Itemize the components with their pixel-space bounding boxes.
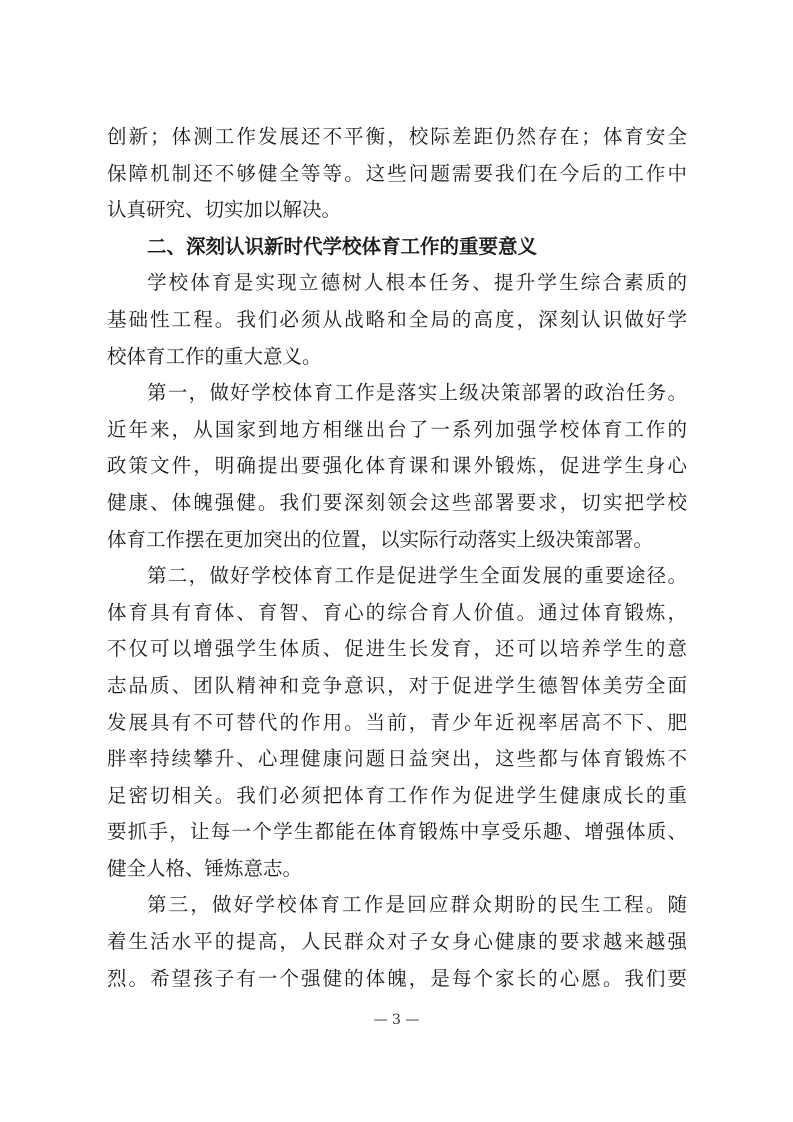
text-line: 发展具有不可替代的作用。当前，青少年近视率居高不下、肥 bbox=[107, 710, 687, 734]
text-line: 健全人格、锤炼意志。 bbox=[107, 856, 303, 880]
text-line: 校体育工作的重大意义。 bbox=[107, 344, 322, 368]
text-line: 志品质、团队精神和竞争意识，对于促进学生德智体美劳全面 bbox=[107, 673, 687, 697]
text-line: 不仅可以增强学生体质、促进生长发育，还可以培养学生的意 bbox=[107, 637, 687, 661]
page-number: — 3 — bbox=[373, 1012, 420, 1028]
document-body bbox=[107, 119, 687, 997]
text-line: 基础性工程。我们必须从战略和全局的高度，深刻认识做好学 bbox=[107, 307, 687, 331]
text-line: 近年来，从国家到地方相继出台了一系列加强学校体育工作的 bbox=[107, 417, 687, 441]
text-line: 着生活水平的提高，人民群众对子女身心健康的要求越来越强 bbox=[107, 930, 687, 954]
text-line: 第三，做好学校体育工作是回应群众期盼的民生工程。随 bbox=[147, 893, 687, 917]
text-line: 体育工作摆在更加突出的位置，以实际行动落实上级决策部署。 bbox=[107, 527, 654, 551]
text-line: 胖率持续攀升、心理健康问题日益突出，这些都与体育锻炼不 bbox=[107, 747, 687, 771]
text-line: 要抓手，让每一个学生都能在体育锻炼中享受乐趣、增强体质、 bbox=[107, 820, 687, 844]
text-line: 政策文件，明确提出要强化体育课和课外锻炼，促进学生身心 bbox=[107, 454, 687, 478]
text-line: 健康、体魄强健。我们要深刻领会这些部署要求，切实把学校 bbox=[107, 490, 687, 514]
text-line: 保障机制还不够健全等等。这些问题需要我们在今后的工作中 bbox=[107, 161, 687, 185]
text-line: 足密切相关。我们必须把体育工作作为促进学生健康成长的重 bbox=[107, 783, 687, 807]
text-line: 第二，做好学校体育工作是促进学生全面发展的重要途径。 bbox=[147, 564, 687, 588]
text-line: 第一，做好学校体育工作是落实上级决策部署的政治任务。 bbox=[147, 381, 687, 405]
text-line: 认真研究、切实加以解决。 bbox=[107, 198, 342, 222]
text-line: 学校体育是实现立德树人根本任务、提升学生综合素质的 bbox=[147, 271, 687, 295]
text-line: 体育具有育体、育智、育心的综合育人价值。通过体育锻炼， bbox=[107, 600, 687, 624]
text-line: 烈。希望孩子有一个强健的体魄，是每个家长的心愿。我们要 bbox=[107, 966, 687, 990]
section-heading: 二、深刻认识新时代学校体育工作的重要意义 bbox=[147, 234, 538, 258]
text-line: 创新；体测工作发展还不平衡，校际差距仍然存在；体育安全 bbox=[107, 125, 687, 148]
